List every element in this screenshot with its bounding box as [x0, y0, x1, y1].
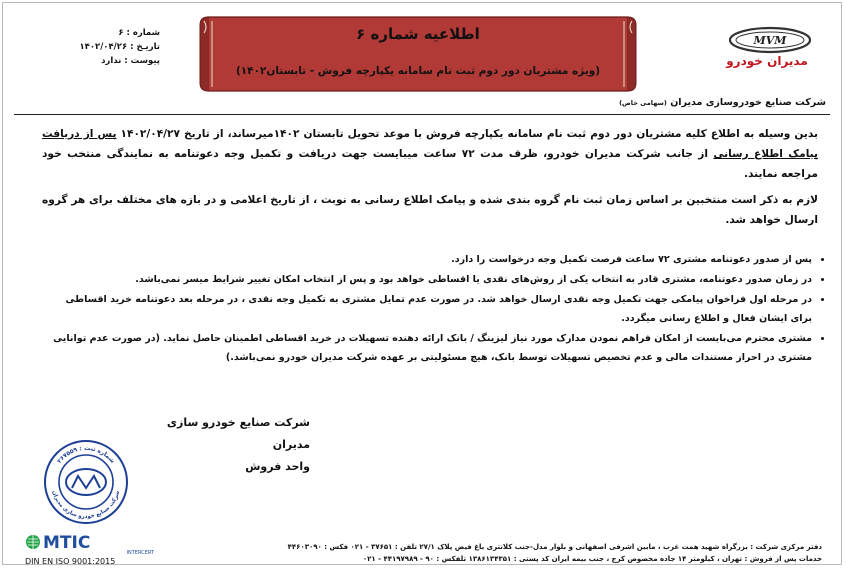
company-heading: [619, 97, 826, 108]
signature-block: [150, 412, 310, 478]
company-seal: [42, 438, 130, 526]
paragraph-2: لازم به ذکر است منتخبین بر اساس زمان ثبت نام گروه بندی شده و پیامک اطلاع رسانی به نوبت ، از تاریخ اعلامی و در بازه های مختلف برای هر گروه ارسال خواهد شد.: [42, 194, 818, 226]
logo-mark: MVM: [753, 34, 787, 47]
company-type: (سهامی خاص): [619, 99, 667, 107]
paragraph-1: [42, 124, 818, 184]
mtic-brand: MTIC: [43, 533, 91, 553]
list-item: • مشتری محترم می‌بایست از امکان فراهم نمودن مدارک مورد نیاز لیزینگ / بانک ارائه دهنده تسهیلات در خرید اقساطی اطمینان حاصل نماید. (در صورت عدم توانایی مشتری در احراز مستندات مالی و عدم تخصیص تسهیلات توسط بانک، هیچ مسئولیتی بر عهده شرکت مدیران خودرو نمی‌باشد.): [42, 329, 812, 367]
letter-attachment: پیوست : ندارد: [101, 56, 160, 66]
list-item: • در زمان صدور دعوتنامه، مشتری قادر به انتخاب یکی از روش‌های نقدی یا اقساطی خواهد بود و پس از انتخاب امکان تغییر شرایط میسر نمی‌باشد.: [42, 270, 812, 289]
mtic-sub: INTERCERT: [126, 550, 154, 556]
paragraph-1-end: از جانب شرکت مدیران خودرو، ظرف مدت ۷۲ ساعت میبایست جهت دریافت و تکمیل وجه دعوتنامه به نمایندگی منتخب خود مراجعه نمایند.: [42, 148, 818, 180]
list-item: • در مرحله اول فراخوان پیامکی جهت تکمیل وجه نقدی ارسال خواهد شد. در صورت عدم تمایل مشتری به تکمیل وجه نقدی ، در مرحله بعد دعوتنامه خرید اقساطی برای ایشان فعال و اطلاع رسانی میگردد.: [42, 290, 812, 328]
company-name: شرکت صنایع خودروسازی مدیران: [670, 97, 826, 108]
letter-number: شماره : ۶: [118, 28, 160, 38]
letter-date: تاریـخ : ۱۴۰۲/۰۴/۲۶: [79, 42, 160, 52]
letter-meta: [40, 26, 160, 68]
footer-aftersales: خدمات پس از فروش : تهران ، کیلومتر ۱۴ جاده مخصوص کرج ، جنب بیمه ایران کد پستی : ۱۳۸۶۱۳۴۳۵۱ تلفکس : ۹۰ - ۴۴۱۹۷۹۸۹ - ۰۲۱: [362, 555, 822, 563]
iso-standard: DIN EN ISO 9001:2015: [25, 557, 116, 566]
header-divider: [14, 114, 830, 115]
announcement-title: اطلاعیه شماره ۶: [356, 25, 480, 43]
seal-top-text: شماره ثبت : ۲۶۷۵۵۹: [55, 444, 117, 465]
list-item: • پس از صدور دعوتنامه مشتری ۷۲ ساعت فرصت تکمیل وجه درخواست را دارد.: [42, 250, 812, 269]
announcement-subtitle: (ویژه مشتریان دور دوم ثبت نام سامانه یکپارچه فروش - تابستان۱۴۰۲): [235, 65, 601, 77]
mtic-certification-logo: [24, 531, 158, 567]
conditions-list: [42, 250, 826, 368]
signature-company: شرکت صنایع خودرو سازی مدیران: [166, 416, 310, 451]
sms-notice-emphasis: پس از دریافت پیامک اطلاع رسانی: [42, 128, 818, 160]
footer-contact: [196, 541, 822, 565]
footer-headoffice: دفتر مرکزی شرکت : بزرگراه شهید همت غرب ، مابین اشرفی اصفهانی و بلوار مدل-جنب کلانتری باغ فیض پلاک ۲۷/۱ تلفن : ۳۷۶۵۱ - ۰۲۱ فکس : ۴۴۶۰۳۰۹۰: [287, 543, 822, 551]
announcement-banner: [198, 13, 638, 97]
letter-body: [42, 124, 818, 236]
signature-unit: واحد فروش: [245, 460, 310, 473]
logo-brand-name: مدیران خودرو: [726, 54, 808, 68]
seal-bottom-text: شرکت صنایع خودرو سازی مدیران: [50, 489, 122, 521]
paragraph-1-start: بدین وسیله به اطلاع کلیه مشتریان دور دوم ثبت نام سامانه یکپارچه فروش با موعد تحویل تابستان ۱۴۰۲میرساند، از تاریخ ۱۴۰۲/۰۴/۲۷: [116, 128, 818, 140]
